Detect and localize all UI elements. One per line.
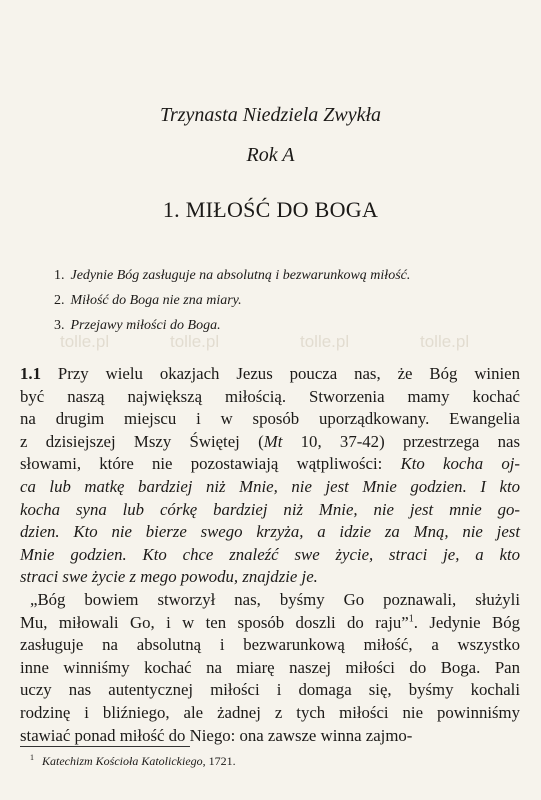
text-line: być naszą największą miłością. Stworzenia mamy kochać <box>20 386 520 406</box>
outline-text: Miłość do Boga nie zna miary. <box>70 293 242 308</box>
watermark: tolle.pl <box>300 332 350 351</box>
quotation-line: kocha syna lub córkę bardziej niż Mnie, nie jest mnie go- <box>20 499 520 519</box>
footnote-source: Katechizm Kościoła Katolickiego <box>42 754 203 768</box>
text-line: słowami, które nie pozostawiają wątpliwości: Kto kocha oj- <box>20 454 520 474</box>
outline-number: 1. <box>54 268 65 283</box>
quotation-line: Mnie godzien. Kto chce znaleźć swe życie, straci je, a kto <box>20 544 520 564</box>
outline-number: 2. <box>54 293 65 308</box>
text-line: Mu, miłowali Go, i w ten sposób doszli do raju”$^1$. Jedynie Bóg <box>20 612 520 632</box>
quotation-line: dzien. Kto nie bierze swego krzyża, a idzie za Mną, nie jest <box>20 522 520 542</box>
text-line: uczy nas autentycznej miłości i domaga się, byśmy kochali <box>20 680 520 700</box>
text-line: stawiać ponad miłość do Niego: ona zawsze winna zajmo- <box>20 725 413 745</box>
text-line: zasługuje na absolutną i bezwarunkową miłość, a wszystko <box>20 635 520 655</box>
watermark: tolle.pl <box>60 332 110 351</box>
quotation-line: ca lub matkę bardziej niż Mnie, nie jest Mnie godzien. I kto <box>20 477 520 496</box>
scripture-reference: Mt <box>263 431 283 451</box>
text-line: rodzinę i bliźniego, ale żadnej z tych miłości nie powinniśmy <box>20 703 520 722</box>
outline-number: 3. <box>54 318 65 333</box>
outline-item <box>54 293 242 309</box>
footnote-divider <box>20 746 190 747</box>
text-line: „Bóg bowiem stworzył nas, byśmy Go poznawali, służyli <box>30 590 520 609</box>
text-line: 1.1 Przy wielu okazjach Jezus poucza nas, że Bóg winien <box>20 364 520 383</box>
outline-text: Jedynie Bóg zasługuje na absolutną i bezwarunkową miłość. <box>70 268 411 283</box>
text-line: inne winniśmy kochać na miarę naszej miłości do Boga. Pan <box>20 657 520 677</box>
watermark: tolle.pl <box>420 332 470 351</box>
footnote-number: 1 <box>30 753 34 762</box>
quotation-line: straci swe życie z mego powodu, znajdzie je. <box>20 567 318 587</box>
text-line: z dzisiejszej Mszy Świętej (Mt 10, 37-42) przestrzega nas <box>20 431 521 451</box>
liturgical-day-subtitle: Trzynasta Niedziela Zwykła <box>159 104 382 126</box>
footnote-ref: 1 <box>408 613 414 624</box>
text-line: na drugim miejscu i w sposób uporządkowany. Ewangelia <box>20 409 520 429</box>
watermark: tolle.pl <box>170 332 220 351</box>
footnote: $^1$ Katechizm Kościoła Katolickiego, 1721. <box>30 753 236 768</box>
outline-text: Przejawy miłości do Boga. <box>70 318 221 333</box>
outline-item <box>54 268 410 284</box>
liturgical-year: Rok A <box>246 144 295 166</box>
section-number: 1.1 <box>20 364 41 383</box>
chapter-title: 1. MIŁOŚĆ DO BOGA <box>162 197 379 222</box>
